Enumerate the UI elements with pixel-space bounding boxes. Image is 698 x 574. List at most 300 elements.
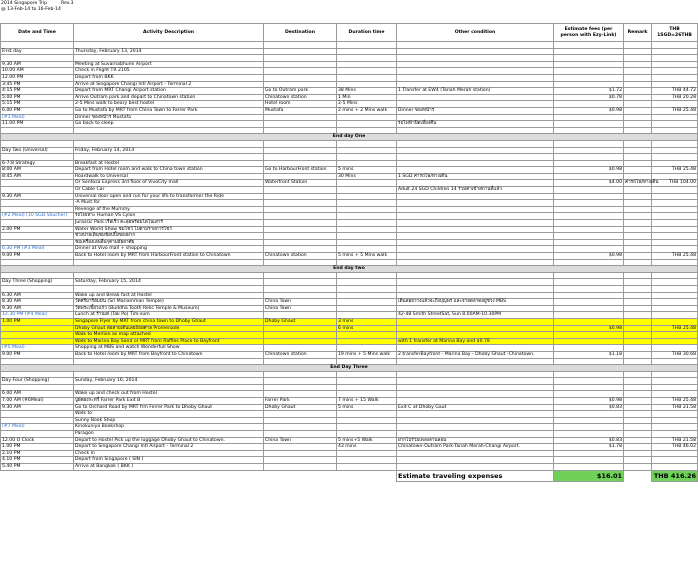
table-cell: $0.98 [554, 398, 624, 405]
empty-cell [624, 371, 652, 378]
table-cell [624, 417, 652, 424]
table-cell: Breakfast at Hostel [74, 160, 264, 167]
table-cell: Hotel room [264, 101, 337, 108]
table-cell: 2-5 Mins [337, 101, 397, 108]
table-row [1, 88, 698, 95]
table-cell [397, 450, 554, 457]
table-cell [397, 61, 554, 68]
table-cell [554, 239, 624, 246]
table-cell [1, 239, 74, 246]
empty-cell [624, 384, 652, 391]
table-cell [652, 187, 698, 194]
table-cell [554, 457, 624, 464]
table-cell [554, 200, 624, 207]
revision-label: Rev.3 [61, 1, 74, 6]
column-header: Activity Description [74, 24, 264, 42]
table-cell [624, 88, 652, 95]
empty-cell [74, 272, 264, 279]
table-cell: (#2 Meal) (10 SGD Voucher) [1, 213, 74, 220]
empty-cell [652, 140, 698, 147]
table-cell [397, 305, 554, 312]
empty-cell [1, 358, 74, 365]
empty-cell [264, 285, 337, 292]
empty-cell [397, 154, 554, 161]
spacer-row [1, 259, 698, 266]
table-row [1, 160, 698, 167]
table-cell: 1 Min [337, 94, 397, 101]
table-cell [1, 220, 74, 227]
table-cell [264, 450, 337, 457]
table-cell: $0.98 [554, 167, 624, 174]
table-cell: 11.00 PM [1, 121, 74, 128]
empty-cell [652, 358, 698, 365]
table-cell [264, 121, 337, 128]
table-cell: 43 mins [337, 444, 397, 451]
empty-cell [652, 42, 698, 49]
table-row [1, 279, 698, 286]
table-cell: THB 25.48 [652, 398, 698, 405]
table-cell: Depart from Singapore ( SIN ) [74, 457, 264, 464]
table-cell: Day Two (Universal) [1, 147, 74, 154]
table-cell [624, 450, 652, 457]
table-cell [624, 351, 652, 358]
table-row [1, 206, 698, 213]
table-cell [554, 279, 624, 286]
table-cell: 9.30 AM [1, 193, 74, 200]
table-cell [264, 68, 337, 75]
table-cell [337, 114, 397, 121]
table-cell [652, 246, 698, 253]
table-row [1, 226, 698, 233]
table-cell [397, 114, 554, 121]
table-cell: (#1 Meal) [1, 114, 74, 121]
table-cell: Depart from BKK [74, 74, 264, 81]
table-cell [397, 180, 554, 187]
table-cell [554, 424, 624, 431]
table-row [1, 107, 698, 114]
table-cell [624, 338, 652, 345]
empty-cell [554, 358, 624, 365]
table-cell [652, 312, 698, 319]
table-row [1, 121, 698, 128]
table-cell [264, 74, 337, 81]
table-cell [624, 107, 652, 114]
table-row [1, 68, 698, 75]
table-cell: 6.00 PM [1, 107, 74, 114]
table-cell: Or Sentosa Express 3rd floor of VivoCity mall [74, 180, 264, 187]
table-cell: 2-5 Mins walk to beary best hostel [74, 101, 264, 108]
empty-cell [264, 371, 337, 378]
table-cell: Chinatown-Outram Park-Tanah Merah-Changi Airport. [397, 444, 554, 451]
spacer-row [1, 285, 698, 292]
table-cell: รถไฟเหาะ Human VS Cylon [74, 213, 264, 220]
table-row [1, 411, 698, 418]
table-cell [337, 180, 397, 187]
empty-cell [74, 285, 264, 292]
table-cell: 8:45 AM [1, 173, 74, 180]
table-cell: ช่วงบ่ายเดินชมช้อปปิ้งของฝาก [74, 233, 264, 240]
table-row [1, 345, 698, 352]
table-cell [337, 233, 397, 240]
table-cell: 6.30 PM (#3 Meal) [1, 246, 74, 253]
empty-cell [397, 285, 554, 292]
table-cell [624, 74, 652, 81]
table-cell [652, 213, 698, 220]
table-cell [652, 160, 698, 167]
table-cell: 9.30 AM [1, 61, 74, 68]
table-cell [652, 450, 698, 457]
table-row [1, 437, 698, 444]
empty-cell [624, 42, 652, 49]
table-row [1, 424, 698, 431]
table-cell: Jurassic Park เรือเร็ว ตะลุยพร้อมไดโนเสาร์ [74, 220, 264, 227]
empty-cell [74, 127, 264, 134]
table-cell [652, 345, 698, 352]
empty-cell [74, 358, 264, 365]
table-cell [397, 457, 554, 464]
table-cell [554, 312, 624, 319]
table-cell [264, 233, 337, 240]
table-cell [624, 391, 652, 398]
table-cell [554, 292, 624, 299]
table-cell: 5 mins [337, 167, 397, 174]
table-cell [397, 378, 554, 385]
table-cell [264, 114, 337, 121]
table-cell: Depart to Singapore Changi Intl Airport - Terminal 2 [74, 444, 264, 451]
table-cell: (#7 Meal) [1, 424, 74, 431]
table-row [1, 48, 698, 55]
table-cell [337, 279, 397, 286]
empty-cell [652, 272, 698, 279]
table-cell [337, 48, 397, 55]
table-cell: Back to Hotel room by MRT from Bayfront to Chinatown [74, 351, 264, 358]
empty-cell [1, 140, 74, 147]
table-cell [624, 239, 652, 246]
table-row [1, 253, 698, 260]
section-label: End day One [1, 134, 698, 141]
table-cell: Dinner at Vivo mall + shopping [74, 246, 264, 253]
table-cell [554, 193, 624, 200]
table-cell [554, 68, 624, 75]
table-cell: 9.00 PM [1, 253, 74, 260]
empty-cell [74, 55, 264, 62]
table-row [1, 74, 698, 81]
table-cell [264, 312, 337, 319]
table-cell [624, 147, 652, 154]
table-cell: THB 25.48 [652, 325, 698, 332]
table-row [1, 220, 698, 227]
table-cell [264, 173, 337, 180]
table-row [1, 431, 698, 438]
table-cell [554, 431, 624, 438]
table-cell: 30 Mins [337, 173, 397, 180]
table-row [1, 351, 698, 358]
table-cell: Wake up and check out from Hostel [74, 391, 264, 398]
table-cell: $0.83 [554, 404, 624, 411]
empty-cell [337, 358, 397, 365]
table-cell [397, 345, 554, 352]
table-cell [624, 345, 652, 352]
table-cell: Sunday, February 16, 2014 [74, 378, 264, 385]
table-cell [652, 101, 698, 108]
table-cell: Or Cable Car [74, 187, 264, 194]
table-cell [624, 187, 652, 194]
table-cell: THB 25.48 [652, 167, 698, 174]
empty-cell [1, 285, 74, 292]
table-cell: 7 mins + 15 Walk [337, 398, 397, 405]
table-cell [624, 464, 652, 471]
spacer-row [1, 154, 698, 161]
table-cell: Chinatown station [264, 94, 337, 101]
table-cell [624, 193, 652, 200]
table-cell [624, 68, 652, 75]
table-cell [554, 417, 624, 424]
table-cell: 6 mins [337, 325, 397, 332]
empty-cell [1, 384, 74, 391]
table-cell [337, 213, 397, 220]
table-cell [397, 239, 554, 246]
table-cell: เดินสอยวางแล้วจะถึงบุญพร และจ่ายตลาดอยู่ช่วง MBS [397, 299, 554, 306]
empty-cell [397, 272, 554, 279]
table-cell [397, 48, 554, 55]
table-cell [652, 220, 698, 227]
table-cell [652, 226, 698, 233]
empty-cell [264, 127, 337, 134]
table-cell: China Town [264, 305, 337, 312]
table-cell: 6.00 AM [1, 391, 74, 398]
empty-cell [74, 154, 264, 161]
table-cell [652, 292, 698, 299]
table-cell [264, 147, 337, 154]
empty-cell [652, 127, 698, 134]
table-cell [652, 338, 698, 345]
table-row [1, 325, 698, 332]
table-cell [397, 220, 554, 227]
empty-cell [1, 371, 74, 378]
table-cell: Go to Outram park [264, 88, 337, 95]
table-cell: 4:15 PM [1, 88, 74, 95]
table-cell [337, 292, 397, 299]
table-cell [397, 74, 554, 81]
table-cell [624, 332, 652, 339]
header-row [1, 24, 698, 42]
table-cell [554, 464, 624, 471]
table-cell: 9.00 PM [1, 351, 74, 358]
table-row [1, 147, 698, 154]
table-cell: 12.00 PM [1, 74, 74, 81]
table-row [1, 246, 698, 253]
table-cell: Dinner ของหน้าร Mustafa [74, 114, 264, 121]
table-row [1, 457, 698, 464]
table-cell [397, 68, 554, 75]
empty-cell [652, 154, 698, 161]
empty-cell [1, 127, 74, 134]
table-cell: Depart from Hotel room and walk to China town station [74, 167, 264, 174]
table-cell [264, 292, 337, 299]
table-row [1, 378, 698, 385]
table-row [1, 338, 698, 345]
table-cell [264, 464, 337, 471]
table-cell: รถไฟฟ้าปิดเที่ยงคืน [397, 121, 554, 128]
empty-cell [554, 154, 624, 161]
table-cell [397, 464, 554, 471]
table-cell [652, 332, 698, 339]
table-cell [397, 398, 554, 405]
table-cell [397, 424, 554, 431]
table-row [1, 398, 698, 405]
table-row [1, 305, 698, 312]
table-cell [554, 61, 624, 68]
table-cell [337, 61, 397, 68]
table-cell: Meeting at Suvarnabhumi Airport [74, 61, 264, 68]
itinerary-table [0, 23, 698, 482]
table-cell [554, 101, 624, 108]
table-cell [652, 431, 698, 438]
table-cell [652, 81, 698, 88]
empty-cell [1, 154, 74, 161]
table-cell [652, 417, 698, 424]
table-row [1, 180, 698, 187]
empty-cell [554, 272, 624, 279]
spacer-row [1, 384, 698, 391]
table-cell [1, 206, 74, 213]
table-cell [554, 213, 624, 220]
empty-cell [397, 42, 554, 49]
table-cell: 9.30 AM [1, 404, 74, 411]
table-cell [264, 411, 337, 418]
empty-cell [74, 384, 264, 391]
section-divider [1, 134, 698, 141]
table-cell [554, 338, 624, 345]
table-cell [1, 411, 74, 418]
table-cell [1, 200, 74, 207]
table-cell [264, 206, 337, 213]
table-cell [624, 233, 652, 240]
table-cell [624, 206, 652, 213]
table-cell [624, 404, 652, 411]
table-cell: 3 mins [337, 318, 397, 325]
table-cell: Check in [74, 450, 264, 457]
table-cell [652, 114, 698, 121]
table-cell [337, 305, 397, 312]
table-cell [554, 391, 624, 398]
column-header: Other condition [397, 24, 554, 42]
table-cell: Thursday, February 13, 2014 [74, 48, 264, 55]
table-row [1, 61, 698, 68]
table-cell [337, 431, 397, 438]
table-cell: THB 25.48 [652, 107, 698, 114]
table-cell: 42-48 Smith StreetSat, Sun 8.00AM-10.30PM [397, 312, 554, 319]
table-cell [652, 457, 698, 464]
empty-cell [554, 127, 624, 134]
table-cell: วัดพระเขี้ยวแก้ว (Buddha Tooth Relic Temple & Museum) [74, 305, 264, 312]
table-cell [624, 200, 652, 207]
table-row [1, 332, 698, 339]
table-cell: ค่ารถไฟ/ทางเดิน [625, 180, 659, 186]
empty-cell [74, 259, 264, 266]
table-cell [264, 220, 337, 227]
table-cell [397, 246, 554, 253]
table-cell [1, 431, 74, 438]
table-cell [624, 325, 652, 332]
column-header: Remark [624, 24, 652, 42]
empty-cell [397, 140, 554, 147]
table-cell: (#5 Meal) [1, 345, 74, 352]
table-row [1, 292, 698, 299]
table-cell: Dhoby Ghaut ต่อสายเดินเลยถ้อยศาล Promenade [74, 325, 264, 332]
table-cell [264, 431, 337, 438]
table-row [1, 187, 698, 194]
table-cell [264, 325, 337, 332]
table-cell [554, 220, 624, 227]
table-cell [397, 292, 554, 299]
column-header: Estimate fees (per person with Ezy-Link) [554, 24, 624, 42]
table-cell: 2.00 PM [1, 226, 74, 233]
table-cell [337, 299, 397, 306]
table-cell: $0.98 [554, 107, 624, 114]
totals-row [1, 470, 698, 481]
table-cell [264, 200, 337, 207]
table-cell: Go to Mustafa by MRT from China Town to Farrer Park [74, 107, 264, 114]
empty-cell [397, 127, 554, 134]
table-cell [264, 391, 337, 398]
section-label: End day two [1, 266, 698, 273]
table-cell [624, 94, 652, 101]
table-cell [397, 101, 554, 108]
spacer-row [1, 140, 698, 147]
table-row [1, 81, 698, 88]
table-cell [624, 431, 652, 438]
table-cell: Water World Show ชมโชว์ ไปตามรายการโชว์ [74, 226, 264, 233]
table-cell [397, 147, 554, 154]
table-cell: Go back to sleep [74, 121, 264, 128]
table-cell: 8:00 AM [1, 167, 74, 174]
table-cell: 5:00 PM [1, 94, 74, 101]
table-cell: 5 mins+5 Walk [337, 437, 397, 444]
empty-cell [74, 140, 264, 147]
empty-cell [1, 42, 74, 49]
empty-cell [554, 285, 624, 292]
table-cell: 7.00 AM (#6Meal) [1, 398, 74, 405]
table-cell: 10.00 AM [1, 68, 74, 75]
table-cell: Roardwalk to Universal [74, 173, 264, 180]
table-cell [337, 74, 397, 81]
table-cell: ฝากไปร่วมเพลงลานลอน [397, 437, 554, 444]
empty-cell [264, 272, 337, 279]
spacer-row [1, 358, 698, 365]
table-cell [624, 173, 652, 180]
empty-cell [652, 371, 698, 378]
table-cell: Friday, February 14, 2014 [74, 147, 264, 154]
table-cell [624, 398, 652, 405]
table-row [1, 312, 698, 319]
table-cell [554, 147, 624, 154]
table-cell [337, 391, 397, 398]
table-cell [337, 424, 397, 431]
table-cell: THB 21.58 [652, 404, 698, 411]
empty-cell [337, 42, 397, 49]
table-cell: Adult 24 SGD Children 14 รวมค่าเข้าสถานที่แล้ว [397, 187, 554, 194]
table-cell: $1.72 [554, 88, 624, 95]
table-cell [264, 193, 337, 200]
table-cell [652, 68, 698, 75]
table-cell: 6.30 AM [1, 292, 74, 299]
table-cell: Depart from MRT Changi Airport station [74, 88, 264, 95]
table-cell [264, 424, 337, 431]
table-cell [264, 48, 337, 55]
table-cell [624, 411, 652, 418]
table-cell [337, 338, 397, 345]
